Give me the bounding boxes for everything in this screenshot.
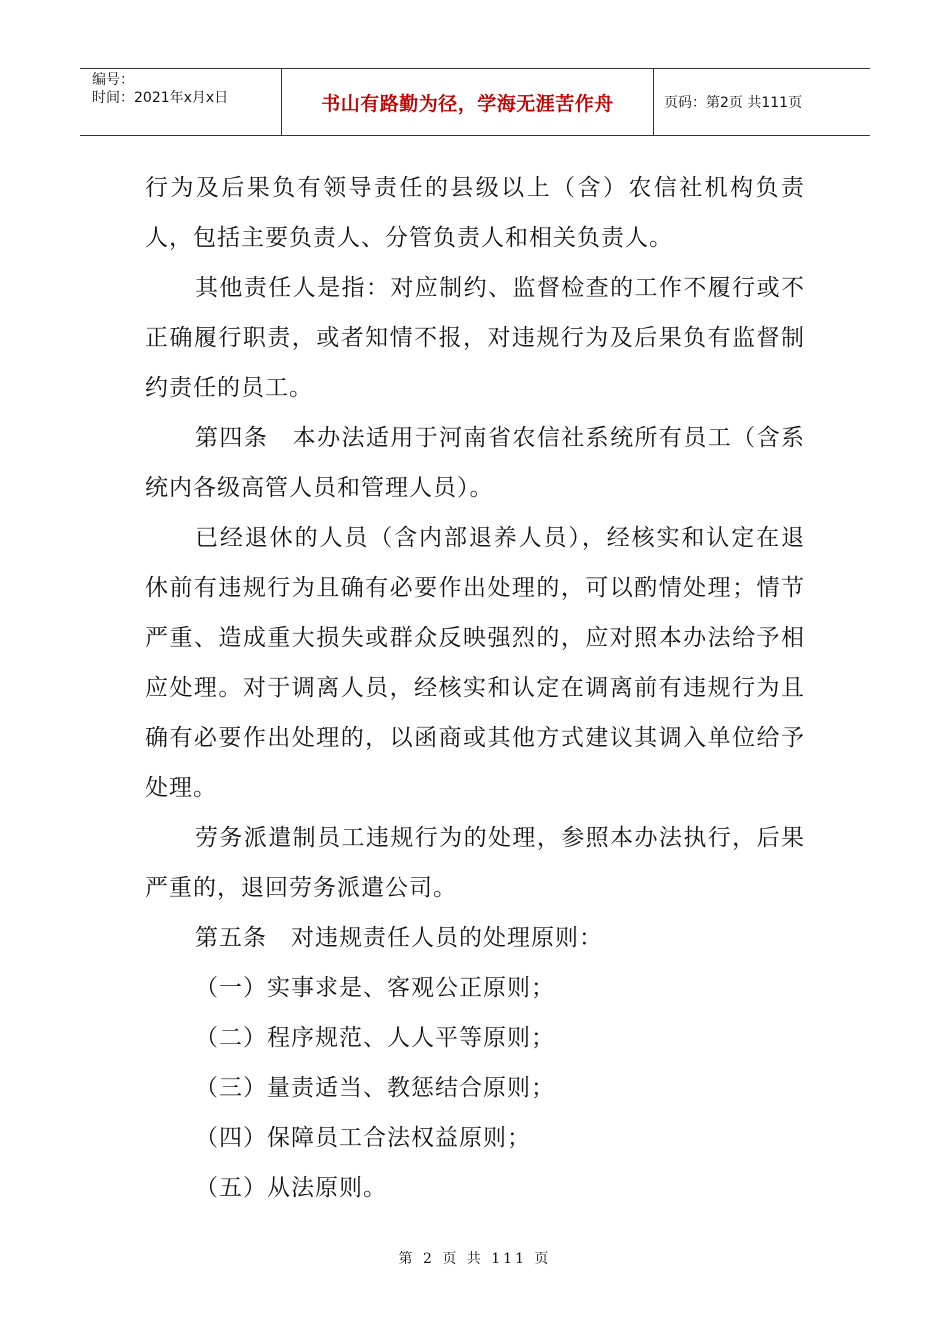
page-footer: 第 2 页 共 111 页 xyxy=(398,1251,552,1267)
document-header xyxy=(80,68,870,136)
document-time-label: 时间：2021年x月x日 xyxy=(92,90,229,106)
principle-item: （四）保障员工合法权益原则； xyxy=(195,1125,531,1151)
paragraph: 其他责任人是指：对应制约、监督检查的工作不履行或不正确履行职责，或者知情不报，对违规行为及后果负有监督制约责任的员工。 xyxy=(145,275,805,401)
principle-item: （三）量责适当、教惩结合原则； xyxy=(195,1075,555,1101)
principle-item: （五）从法原则。 xyxy=(195,1175,387,1201)
article-five: 第五条 对违规责任人员的处理原则： xyxy=(195,925,603,951)
document-body xyxy=(145,163,805,1213)
principle-item: （一）实事求是、客观公正原则； xyxy=(195,975,555,1001)
paragraph: 已经退休的人员（含内部退养人员），经核实和认定在退休前有违规行为且确有必要作出处理的，可以酌情处理；情节严重、造成重大损失或群众反映强烈的，应对照本办法给予相应处理。对于调离人员，经核实和认定在调离前有违规行为且确有必要作出处理的，以函商或其他方式建议其调入单位给予处理。 xyxy=(145,525,805,801)
document-number-label: 编号： xyxy=(92,72,134,88)
paragraph: 劳务派遣制员工违规行为的处理，参照本办法执行，后果严重的，退回劳务派遣公司。 xyxy=(145,825,805,901)
principle-item: （二）程序规范、人人平等原则； xyxy=(195,1025,555,1051)
header-motto: 书山有路勤为径，学海无涯苦作舟 xyxy=(282,69,654,135)
paragraph: 行为及后果负有领导责任的县级以上（含）农信社机构负责人，包括主要负责人、分管负责人和相关负责人。 xyxy=(145,175,805,251)
header-meta xyxy=(80,69,282,135)
header-page-code: 页码：第2页 共111页 xyxy=(664,95,803,111)
article-four: 第四条 本办法适用于河南省农信社系统所有员工（含系统内各级高管人员和管理人员）。 xyxy=(145,425,805,501)
